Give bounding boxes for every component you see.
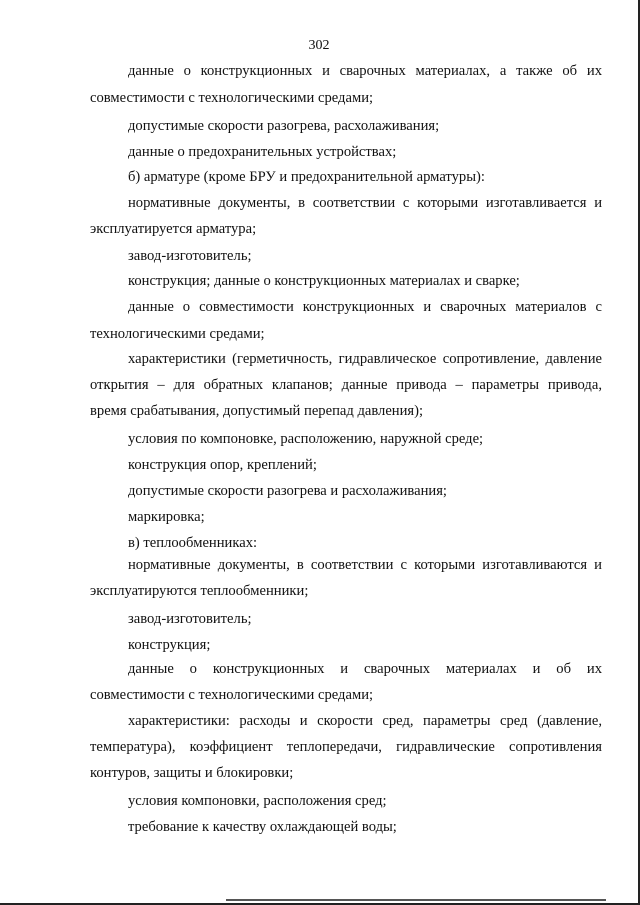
text-line: условия по компоновке, расположению, наружной среде; [128, 431, 484, 447]
text-line: допустимые скорости разогрева и расхолаживания; [128, 483, 447, 499]
text-line: контуров, защиты и блокировки; [90, 765, 294, 781]
text-line: маркировка; [128, 509, 205, 525]
text-line: характеристики: расходы и скорости сред, параметры сред (давление, [128, 713, 602, 729]
text-line: температура), коэффициент теплопередачи, гидравлические сопротивления [90, 739, 602, 755]
text-line: нормативные документы, в соответствии с которыми изготавливаются и [128, 557, 602, 573]
text-line: завод-изготовитель; [128, 248, 252, 264]
page-number: 302 [308, 38, 330, 53]
text-line: совместимости с технологическими средами; [90, 90, 374, 106]
text-line: конструкция; данные о конструкционных материалах и сварке; [128, 273, 520, 289]
text-line: открытия – для обратных клапанов; данные привода – параметры привода, [90, 377, 602, 393]
text-line: конструкция; [128, 637, 211, 653]
text-line: завод-изготовитель; [128, 611, 252, 627]
text-line: допустимые скорости разогрева, расхолаживания; [128, 118, 440, 134]
text-line: конструкция опор, креплений; [128, 457, 317, 473]
text-line: условия компоновки, расположения сред; [128, 793, 387, 809]
text-line: совместимости с технологическими средами; [90, 687, 374, 703]
text-line: требование к качеству охлаждающей воды; [128, 819, 397, 835]
text-line: данные о конструкционных и сварочных материалах, а также об их [128, 63, 602, 79]
text-line: эксплуатируется арматура; [90, 221, 257, 237]
scan-edge-line [226, 899, 606, 901]
text-line: характеристики (герметичность, гидравлическое сопротивление, давление [128, 351, 602, 367]
text-line: нормативные документы, в соответствии с которыми изготавливается и [128, 195, 602, 211]
text-line: б) арматуре (кроме БРУ и предохранительной арматуры): [128, 169, 485, 185]
text-line: время срабатывания, допустимый перепад давления); [90, 403, 424, 419]
text-line: эксплуатируются теплообменники; [90, 583, 309, 599]
text-line: данные о конструкционных и сварочных материалах и об их [128, 661, 602, 677]
text-line: технологическими средами; [90, 326, 265, 342]
text-line: в) теплообменниках: [128, 535, 258, 551]
text-line: данные о совместимости конструкционных и сварочных материалов с [128, 299, 602, 315]
text-line: данные о предохранительных устройствах; [128, 144, 397, 160]
